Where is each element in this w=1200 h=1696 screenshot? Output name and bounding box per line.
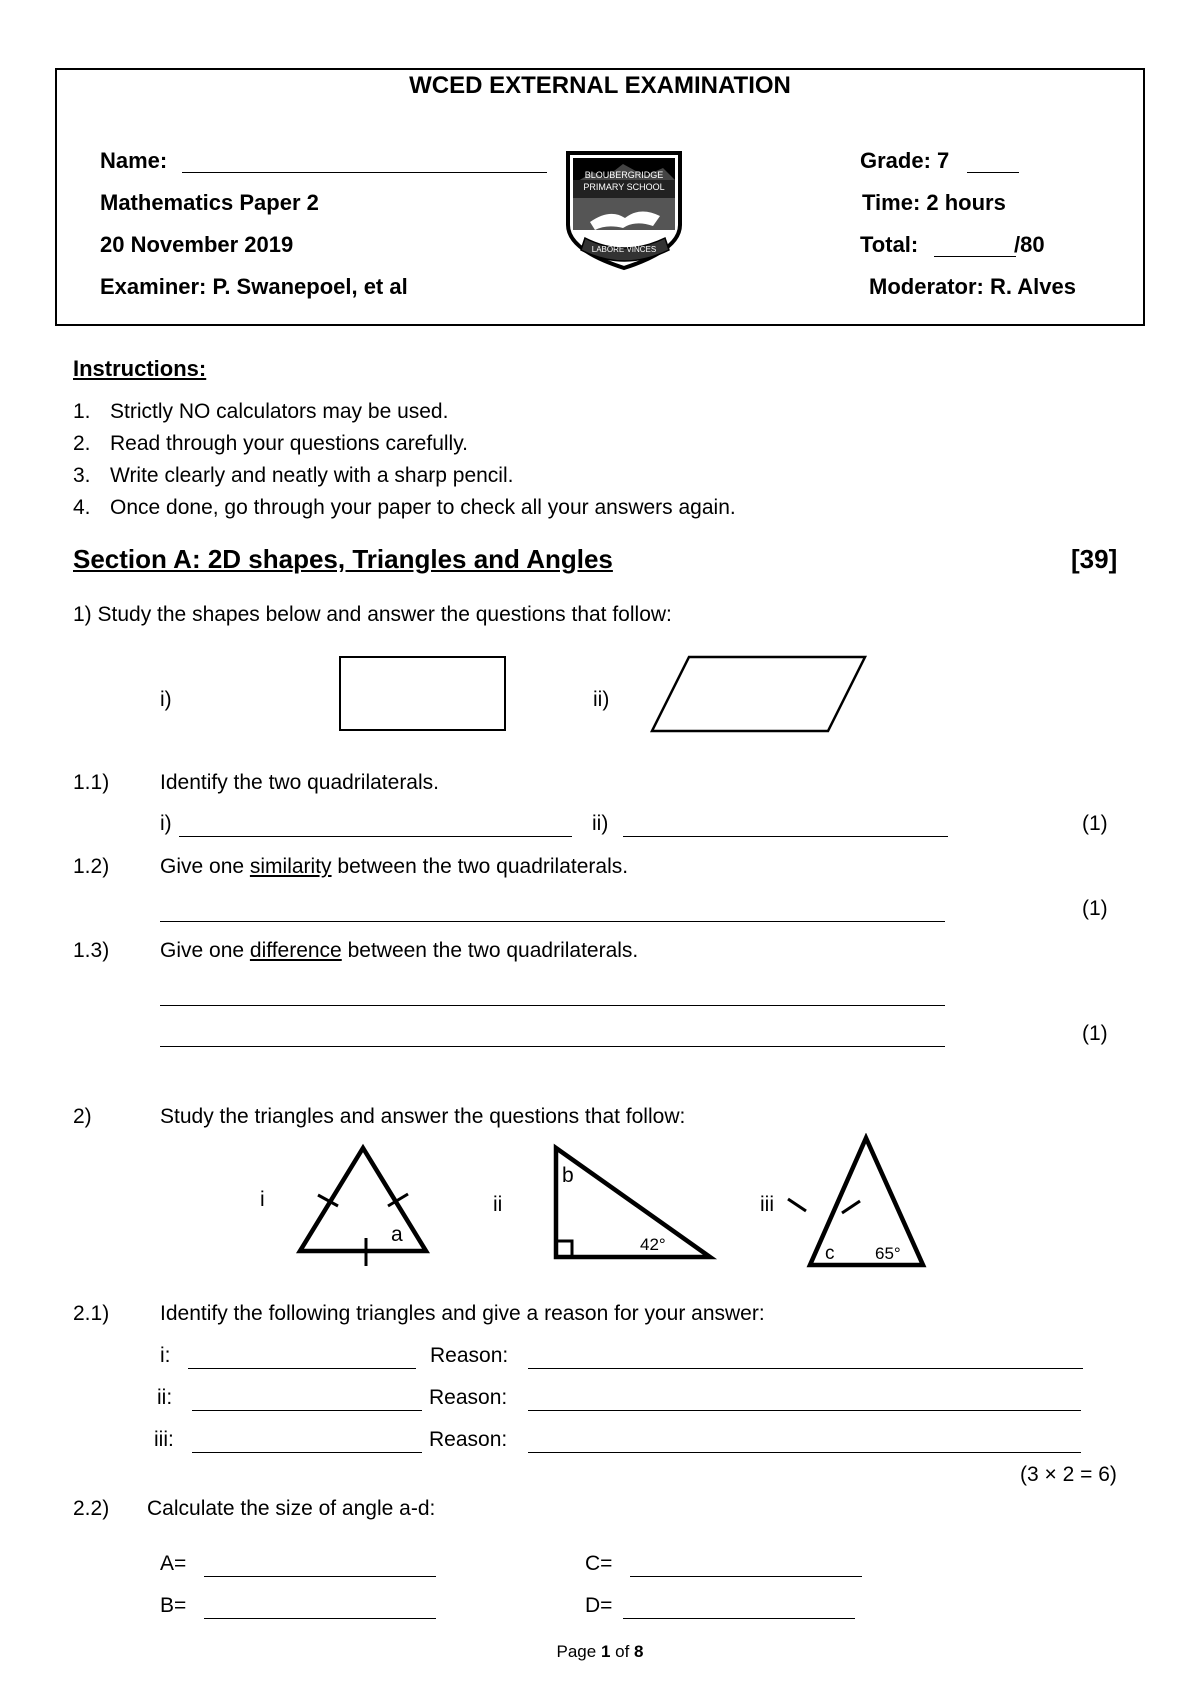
q1-1-number: 1.1) [73,771,110,794]
exam-title: WCED EXTERNAL EXAMINATION [409,72,791,99]
angle-c-label: c [825,1243,835,1264]
grade-field[interactable] [967,172,1019,173]
answer-a-line[interactable] [204,1576,436,1577]
q1-1-marks: (1) [1082,812,1108,835]
crest-text-1: BLOUBERGRIDGE [584,170,664,180]
q2-1-answer-line[interactable] [188,1368,416,1369]
crest-motto: LABORE VINCES [591,245,657,254]
q2-1-number: 2.1) [73,1302,110,1325]
grade-label: Grade: 7 [860,148,950,173]
page-pre: Page [556,1642,601,1661]
triangle-iii-label: iii [760,1193,774,1216]
answer-b-label: B= [160,1594,187,1617]
q1-3-answer-line[interactable] [160,1046,945,1047]
page-total: 8 [634,1642,644,1661]
instruction-num: 3. [73,464,91,487]
q2-1-reason-label: Reason: [429,1386,508,1409]
q2-1-row-label: i: [160,1344,171,1367]
instruction-num: 2. [73,432,91,455]
instruction-text: Read through your questions carefully. [110,432,468,455]
q1-3-marks: (1) [1082,1022,1108,1045]
q2-1-answer-line[interactable] [192,1410,422,1411]
q2-1-reason-label: Reason: [429,1428,508,1451]
instruction-num: 4. [73,496,91,519]
answer-d-line[interactable] [623,1618,855,1619]
parallelogram-shape [648,654,868,734]
q1-2-text [160,855,628,879]
q1-3-key: difference [249,939,342,962]
triangle-i-equilateral [290,1140,440,1270]
q2-1-row-label: ii: [157,1386,173,1409]
q2-2-number: 2.2) [73,1497,110,1520]
q1-3-post: between the two quadrilaterals. [341,939,639,962]
instruction-text: Once done, go through your paper to check all your answers again. [110,496,736,519]
triangle-iii-isosceles [780,1133,930,1273]
q2-1-reason-label: Reason: [430,1344,509,1367]
total-field[interactable] [934,256,1016,257]
answer-c-line[interactable] [630,1576,862,1577]
q1-3-pre: Give one [160,939,250,962]
instructions-heading: Instructions: [73,356,207,381]
school-crest-logo [565,150,685,275]
answer-c-label: C= [585,1552,613,1575]
name-label: Name: [100,148,168,173]
name-field[interactable] [182,172,547,173]
q1-3-answer-line[interactable] [160,1005,945,1006]
crest-text-2: PRIMARY SCHOOL [583,182,665,192]
total-max: /80 [1014,232,1045,257]
q1-2-marks: (1) [1082,897,1108,920]
q1-2-key: similarity [249,855,332,878]
angle-a-label: a [391,1223,403,1246]
q2-number: 2) [73,1105,92,1128]
instruction-num: 1. [73,400,91,423]
q2-1-row-label: iii: [154,1428,174,1451]
q2-1-reason-line[interactable] [528,1452,1081,1453]
section-a-marks: [39] [1071,544,1118,574]
q2-1-marks: (3 × 2 = 6) [1020,1463,1117,1486]
q1-3-number: 1.3) [73,939,110,962]
q1-2-post: between the two quadrilaterals. [331,855,629,878]
answer-a-label: A= [160,1552,187,1575]
total-label: Total: [860,232,919,257]
angle-42-label: 42° [640,1235,666,1254]
moderator-label: Moderator: R. Alves [869,274,1077,299]
time-label: Time: 2 hours [862,190,1006,215]
q2-prompt: Study the triangles and answer the questions that follow: [160,1105,686,1128]
rectangle-shape [339,656,506,731]
subject-label: Mathematics Paper 2 [100,190,319,215]
shape-ii-label: ii) [593,688,610,711]
q1-1-ii-answer-line[interactable] [623,836,948,837]
examiner-label: Examiner: P. Swanepoel, et al [100,274,408,299]
answer-d-label: D= [585,1594,613,1617]
q1-1-i-label: i) [160,812,172,835]
q1-1-ii-label: ii) [592,812,609,835]
q1-prompt: 1) Study the shapes below and answer the questions that follow: [73,603,672,626]
q1-1-i-answer-line[interactable] [179,836,572,837]
q2-1-text: Identify the following triangles and give a reason for your answer: [160,1302,765,1325]
triangle-ii-right [550,1140,720,1265]
q2-1-reason-line[interactable] [528,1410,1081,1411]
shape-i-label: i) [160,688,172,711]
triangle-ii-label: ii [493,1193,503,1216]
q1-2-number: 1.2) [73,855,110,878]
q1-3-text [160,939,638,963]
exam-date: 20 November 2019 [100,232,294,257]
answer-b-line[interactable] [204,1618,436,1619]
page-mid: of [610,1642,635,1661]
q2-1-answer-line[interactable] [192,1452,422,1453]
q1-2-answer-line[interactable] [160,921,945,922]
instruction-text: Write clearly and neatly with a sharp pencil. [110,464,514,487]
angle-65-label: 65° [875,1244,901,1263]
q2-1-reason-line[interactable] [528,1368,1083,1369]
page-current: 1 [600,1642,611,1661]
q2-2-text: Calculate the size of angle a-d: [147,1497,436,1520]
section-a-title: Section A: 2D shapes, Triangles and Angles [73,544,613,574]
instruction-text: Strictly NO calculators may be used. [110,400,449,423]
page-number [0,1642,1200,1662]
triangle-i-label: i [260,1188,265,1211]
angle-b-label: b [562,1164,574,1187]
q1-2-pre: Give one [160,855,250,878]
q1-1-text: Identify the two quadrilaterals. [160,771,439,794]
